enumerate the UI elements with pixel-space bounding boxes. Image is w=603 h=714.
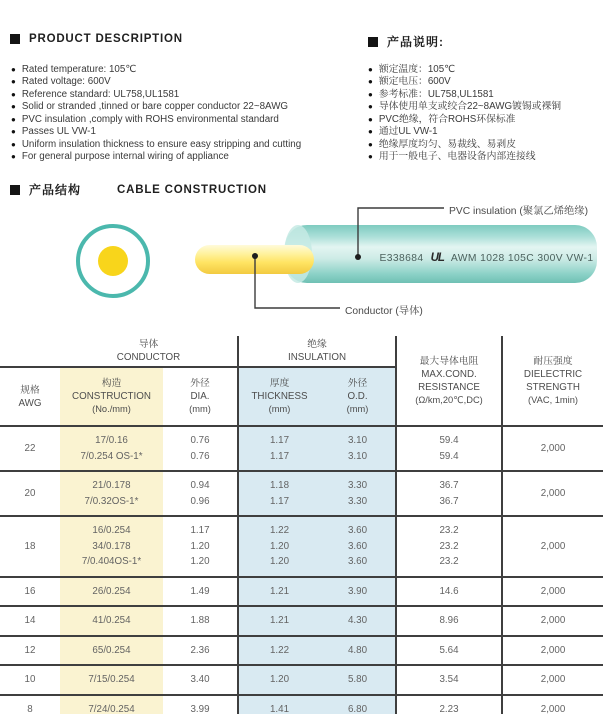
column-header-od — [320, 367, 396, 426]
spec-item-text: Reference standard: UL758,UL1581 — [21, 88, 180, 100]
bullet-icon: ● — [11, 152, 16, 162]
square-bullet-icon — [368, 37, 378, 47]
group-insulation-en: INSULATION — [287, 352, 347, 363]
cell-resistance: 59.4 59.4 — [396, 426, 502, 471]
column-header-awg — [0, 367, 60, 426]
cell-od: 3.30 3.30 — [320, 471, 396, 516]
bullet-icon: ● — [368, 77, 373, 87]
group-conductor-en: CONDUCTOR — [116, 352, 181, 363]
spec-item-text: Rated temperature: 105℃ — [21, 64, 137, 75]
spec-item — [11, 139, 301, 151]
cell-od: 3.60 3.60 3.60 — [320, 516, 396, 577]
spec-item — [368, 126, 561, 138]
col-resistance-unit: (Ω/km,20℃,DC) — [415, 394, 483, 405]
square-bullet-icon — [10, 34, 20, 44]
cell-od: 5.80 — [320, 665, 396, 695]
cell-construction: 17/0.16 7/0.254 OS-1* — [60, 426, 163, 471]
spec-item-text: 用于一般电子、电器设备内部连接线 — [378, 151, 536, 163]
bullet-icon: ● — [11, 65, 16, 74]
cell-dielectric: 2,000 — [540, 585, 566, 597]
cell-construction: 21/0.178 7/0.32OS-1* — [60, 471, 163, 516]
column-header-thickness — [238, 367, 320, 426]
cell-construction: 41/0.254 — [60, 606, 163, 636]
cell-dielectric: 2,000 — [540, 615, 566, 626]
col-awg-zh: 规格 — [20, 384, 40, 396]
cell-thickness: 1.17 1.17 — [238, 426, 320, 471]
col-thickness-zh: 厚度 — [269, 378, 290, 389]
col-construction-en: CONSTRUCTION — [72, 391, 151, 402]
cell-dia: 1.49 — [163, 577, 238, 607]
spec-item-text: PVC insulation ,comply with ROHS environmental standard — [21, 113, 279, 125]
column-header-dielectric — [502, 336, 603, 426]
col-thickness-unit: (mm) — [268, 404, 291, 414]
pvc-leader-dot-icon — [355, 254, 361, 260]
table-row — [0, 636, 603, 666]
spec-item — [368, 101, 561, 113]
spec-item-text: 导体使用单支或绞合22~8AWG镀锡或裸铜 — [378, 101, 562, 113]
bullet-icon: ● — [368, 139, 373, 149]
cell-construction: 7/15/0.254 — [60, 665, 163, 695]
col-resistance-en: MAX.COND. — [421, 368, 477, 380]
cell-od: 3.90 — [320, 577, 396, 607]
table-row — [0, 516, 603, 577]
col-dielectric-unit: (VAC, 1min) — [528, 394, 578, 405]
bullet-icon: ● — [368, 89, 373, 99]
cell-dielectric: 2,000 — [540, 442, 566, 454]
cable-rating-text: AWM 1028 105C 300V VW-1 — [450, 252, 594, 264]
col-awg-en: AWG — [18, 397, 42, 409]
product-desc-list-en — [11, 64, 301, 164]
pvc-insulation-label: PVC insulation (聚氯乙烯绝缘) — [449, 206, 589, 217]
cell-awg: 14 — [24, 615, 36, 626]
bullet-icon: ● — [368, 127, 373, 137]
cell-dia: 0.94 0.96 — [163, 471, 238, 516]
spec-item — [11, 101, 301, 113]
spec-item — [11, 89, 301, 101]
cross-section-conductor-core — [98, 246, 128, 276]
table-row — [0, 577, 603, 607]
cell-awg: 16 — [24, 585, 36, 597]
cell-construction: 16/0.254 34/0.178 7/0.404OS-1* — [60, 516, 163, 577]
cable-construction-title-zh: 产品结构 — [29, 183, 82, 197]
spec-item-text: 绝缘厚度均匀、易裁线、易剥皮 — [378, 138, 516, 150]
conductor-label: Conductor (导体) — [345, 306, 423, 317]
table-row — [0, 426, 603, 471]
col-construction-zh: 构造 — [101, 378, 122, 389]
bullet-icon: ● — [11, 127, 16, 137]
spec-item-text: Solid or stranded ,tinned or bare copper conductor 22~8AWG — [21, 101, 289, 113]
cell-resistance: 14.6 — [396, 577, 502, 607]
spec-item — [368, 76, 561, 88]
spec-item-text: 额定温度：105℃ — [378, 64, 456, 75]
cell-od: 4.80 — [320, 636, 396, 666]
ul-logo-icon: UL — [430, 252, 444, 264]
cell-thickness: 1.18 1.17 — [238, 471, 320, 516]
cell-awg: 12 — [24, 644, 36, 656]
cell-resistance: 5.64 — [396, 636, 502, 666]
cell-construction: 26/0.254 — [60, 577, 163, 607]
product-description-title-zh: 产品说明: — [387, 35, 444, 49]
cable-construction-title-en: CABLE CONSTRUCTION — [117, 183, 267, 196]
col-od-en: O.D. — [347, 391, 368, 402]
cell-construction: 65/0.254 — [60, 636, 163, 666]
spec-item — [11, 114, 301, 126]
bullet-icon: ● — [11, 114, 16, 124]
spec-item — [368, 151, 561, 163]
cell-thickness: 1.41 — [238, 695, 320, 714]
spec-item — [368, 64, 561, 76]
col-dielectric-en2: STRENGTH — [526, 381, 580, 393]
bullet-icon: ● — [368, 65, 373, 74]
cell-construction: 7/24/0.254 — [60, 695, 163, 714]
bullet-icon: ● — [11, 139, 16, 149]
cell-dia: 3.99 — [163, 695, 238, 714]
spec-item-text: Rated voltage: 600V — [21, 76, 111, 88]
cell-awg: 10 — [24, 674, 36, 685]
cell-dielectric: 2,000 — [540, 487, 566, 499]
bullet-icon: ● — [11, 102, 16, 112]
bullet-icon: ● — [368, 152, 373, 162]
table-row — [0, 471, 603, 516]
cable-marking-text — [376, 250, 597, 266]
cell-resistance: 23.2 23.2 23.2 — [396, 516, 502, 577]
product-description-heading — [10, 33, 183, 45]
bullet-icon: ● — [11, 77, 16, 87]
spec-item-text: For general purpose internal wiring of appliance — [21, 151, 229, 163]
table-row — [0, 606, 603, 636]
spec-item-text: 通过UL VW-1 — [378, 126, 438, 138]
cell-resistance: 8.96 — [396, 606, 502, 636]
spec-table-container — [0, 336, 603, 714]
col-resistance-en2: RESISTANCE — [418, 381, 480, 393]
cell-dia: 1.17 1.20 1.20 — [163, 516, 238, 577]
cell-thickness: 1.20 — [238, 665, 320, 695]
spec-item-text: PVC绝缘，符合ROHS环保标准 — [378, 113, 516, 125]
col-od-zh: 外径 — [347, 378, 368, 389]
cell-dielectric: 2,000 — [540, 703, 566, 714]
group-header-insulation — [238, 336, 396, 367]
col-thickness-en: THICKNESS — [251, 391, 308, 402]
spec-item-text: Uniform insulation thickness to ensure easy stripping and cutting — [21, 138, 302, 150]
col-dielectric-zh: 耐压强度 — [533, 355, 573, 367]
table-row — [0, 695, 603, 714]
col-dielectric-en: DIELECTRIC — [523, 368, 583, 380]
group-insulation-zh: 绝缘 — [307, 339, 327, 350]
col-construction-unit: (No./mm) — [92, 404, 131, 414]
spec-item-text: Passes UL VW-1 — [21, 126, 96, 138]
bullet-icon: ● — [368, 114, 373, 124]
cell-thickness: 1.21 — [238, 577, 320, 607]
col-resistance-zh: 最大导体电阻 — [419, 355, 479, 367]
cell-od: 6.80 — [320, 695, 396, 714]
spec-item — [11, 76, 301, 88]
cell-awg: 18 — [24, 540, 36, 552]
cell-resistance: 2.23 — [396, 695, 502, 714]
spec-item-text: 额定电压：600V — [378, 76, 451, 88]
cell-dielectric: 2,000 — [540, 644, 566, 656]
col-dia-en: DIA. — [190, 391, 210, 402]
product-desc-list-zh — [368, 64, 561, 164]
table-row — [0, 665, 603, 695]
col-od-unit: (mm) — [346, 404, 369, 414]
cell-dia: 3.40 — [163, 665, 238, 695]
cell-od: 4.30 — [320, 606, 396, 636]
cell-dielectric: 2,000 — [540, 674, 566, 685]
cell-resistance: 36.7 36.7 — [396, 471, 502, 516]
col-dia-zh: 外径 — [190, 378, 210, 389]
bullet-icon: ● — [11, 89, 16, 99]
cell-thickness: 1.22 1.20 1.20 — [238, 516, 320, 577]
column-header-construction — [60, 367, 163, 426]
col-dia-unit: (mm) — [189, 404, 211, 414]
spec-item — [11, 151, 301, 163]
spec-item — [368, 114, 561, 126]
cell-awg: 20 — [24, 487, 36, 499]
conductor-leader-dot-icon — [252, 253, 258, 259]
cell-dia: 2.36 — [163, 636, 238, 666]
spec-table — [0, 336, 603, 714]
square-bullet-icon — [10, 185, 20, 195]
cell-dia: 1.88 — [163, 606, 238, 636]
group-conductor-zh: 导体 — [138, 339, 159, 350]
cell-thickness: 1.22 — [238, 636, 320, 666]
cell-dielectric: 2,000 — [540, 540, 566, 552]
cell-dia: 0.76 0.76 — [163, 426, 238, 471]
cell-awg: 22 — [24, 442, 36, 454]
product-description-heading-zh — [368, 33, 444, 50]
ul-file-number: E338684 — [379, 252, 424, 264]
column-header-dia — [163, 367, 238, 426]
cell-awg: 8 — [27, 703, 33, 714]
bullet-icon: ● — [368, 102, 373, 112]
column-header-resistance — [396, 336, 502, 426]
group-header-conductor — [60, 336, 238, 367]
spec-item — [368, 139, 561, 151]
cell-thickness: 1.21 — [238, 606, 320, 636]
spec-item — [11, 64, 301, 76]
cell-resistance: 3.54 — [396, 665, 502, 695]
spec-item-text: 参考标准：UL758,UL1581 — [378, 88, 494, 100]
spec-item — [11, 126, 301, 138]
spec-item — [368, 89, 561, 101]
product-description-title-en: PRODUCT DESCRIPTION — [29, 33, 183, 45]
spec-table-body — [0, 426, 603, 714]
table-group-header-row — [0, 336, 603, 367]
cell-od: 3.10 3.10 — [320, 426, 396, 471]
group-header-blank — [0, 336, 60, 367]
